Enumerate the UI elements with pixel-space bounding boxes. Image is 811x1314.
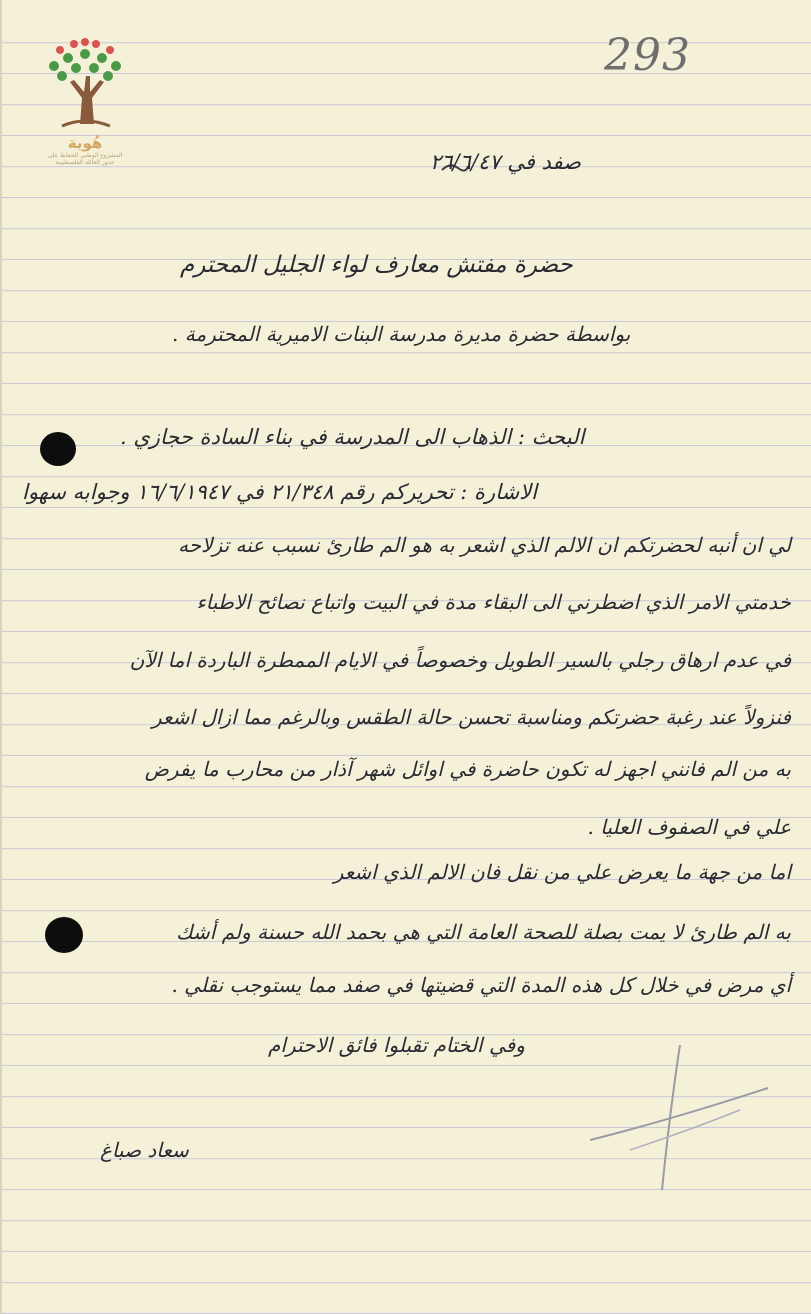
body-line: لي ان أنبه لحضرتكم ان الالم الذي اشعر به هو الم طارئ نسبب عنه تزلاحه [178, 533, 791, 557]
family-tree-icon [40, 36, 130, 131]
body-line: في عدم ارهاق رجلي بالسير الطويل وخصوصاً في الايام الممطرة الباردة اما الآن [129, 648, 791, 672]
signature: سعاد صباغ [100, 1138, 189, 1162]
body-line: به الم طارئ لا يمت بصلة للصحة العامة التي هي بحمد الله حسنة ولم أشك [176, 920, 791, 944]
archive-logo [40, 36, 130, 176]
ink-blot [45, 917, 83, 953]
letter-reference: الاشارة : تحريركم رقم ٢١/٣٤٨ في ١٦/٦/١٩٤٧ وجوابه سهوا [22, 480, 537, 504]
body-line: اما من جهة ما يعرض علي من نقل فان الالم الذي اشعر [333, 860, 791, 884]
letter-closing: وفي الختام تقبلوا فائق الاحترام [268, 1033, 525, 1057]
logo-name: هُوية [67, 134, 103, 152]
letter-subject: البحث : الذهاب الى المدرسة في بناء السادة حجازي . [120, 425, 585, 449]
letter-recipient: حضرة مفتش معارف لواء الجليل المحترم [180, 252, 573, 278]
body-line: خدمتي الامر الذي اضطرني الى البقاء مدة في البيت واتباع نصائح الاطباء [196, 590, 791, 614]
page-edge [0, 0, 2, 1314]
logo-tagline-1: المشروع الوطني للحفاظ على [47, 152, 123, 159]
page-number: 293 [604, 30, 691, 81]
body-line: فنزولاً عند رغبة حضرتكم ومناسبة تحسن حالة الطقس وبالرغم مما ازال اشعر [151, 705, 791, 729]
logo-tagline-2: جذور العائلة الفلسطينية [55, 159, 115, 166]
ink-blot [40, 432, 76, 466]
pencil-mark [590, 1040, 770, 1200]
body-line: أي مرض في خلال كل هذه المدة التي قضيتها في صفد مما يستوجب نقلي . [171, 973, 791, 997]
letter-via: بواسطة حضرة مديرة مدرسة البنات الاميرية المحترمة . [172, 322, 631, 346]
body-line: علي في الصفوف العليا . [587, 815, 791, 839]
body-line: به من الم فانني اجهز له تكون حاضرة في اوائل شهر آذار من محارب ما يفرض [144, 757, 791, 781]
letter-date: صفد في ٢٦/٦/٤٧ [430, 150, 581, 174]
